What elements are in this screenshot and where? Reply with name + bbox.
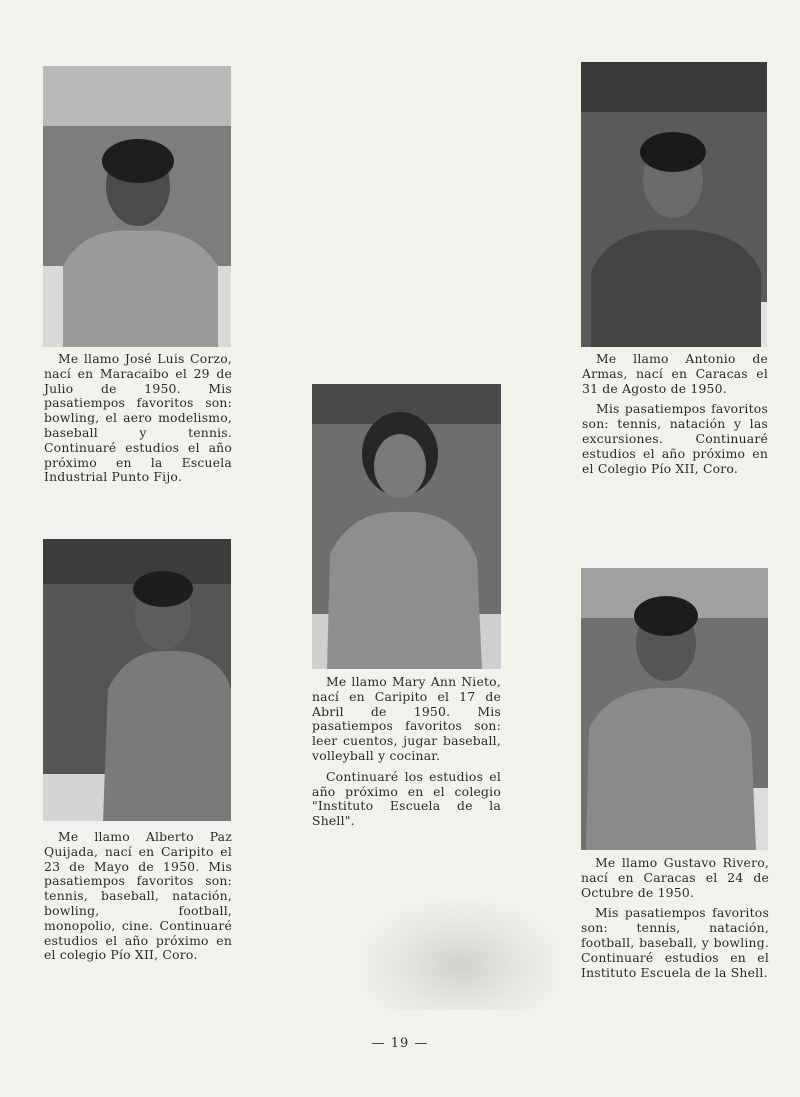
caption-paragraph: Me llamo José Luis Corzo, nací en Maracaibo el 29 de Julio de 1950. Mis pasatiempos favoritos son: bowling, el aero modelismo, baseball y tennis. Continuaré estudios el año próximo en la Escuela Industrial Punto Fijo. bbox=[44, 351, 232, 485]
caption-rivero bbox=[581, 856, 769, 986]
caption-nieto bbox=[312, 675, 501, 835]
caption-paragraph: Continuaré los estudios el año próximo en el colegio "Instituto Escuela de la Shell". bbox=[312, 768, 501, 829]
student-portrait-icon bbox=[581, 568, 768, 850]
student-portrait-icon bbox=[43, 539, 231, 821]
caption-paragraph: Mis pasatiempos favoritos son: tennis, natación y las excursiones. Continuaré estudios el año próximo en el Colegio Pío XII, Coro. bbox=[582, 401, 768, 476]
photo-rivero bbox=[581, 568, 768, 850]
caption-armas bbox=[582, 352, 768, 482]
caption-paragraph: Mis pasatiempos favoritos son: tennis, natación, football, baseball, y bowling. Continuaré estudios en el Instituto Escuela de la Shell. bbox=[581, 905, 769, 980]
caption-paragraph: Me llamo Mary Ann Nieto, nací en Caripito el 17 de Abril de 1950. Mis pasatiempos favoritos son: leer cuentos, jugar baseball, volleyball y cocinar. bbox=[312, 674, 501, 763]
student-portrait-icon bbox=[581, 62, 767, 347]
caption-paragraph: Me llamo Antonio de Armas, nací en Caracas el 31 de Agosto de 1950. bbox=[582, 351, 768, 396]
photo-quijada bbox=[43, 539, 231, 821]
caption-quijada bbox=[44, 830, 232, 969]
page-number: — 19 — bbox=[371, 1036, 429, 1051]
photo-corzo bbox=[43, 66, 231, 347]
page-stain bbox=[360, 900, 560, 1010]
caption-paragraph: Me llamo Gustavo Rivero, nací en Caracas el 24 de Octubre de 1950. bbox=[581, 855, 769, 900]
caption-corzo bbox=[44, 352, 232, 491]
photo-nieto bbox=[312, 384, 501, 669]
caption-paragraph: Me llamo Alberto Paz Quijada, nací en Caripito el 23 de Mayo de 1950. Mis pasatiempos favoritos son: tennis, baseball, natación, bowling, football, monopolio, cine. Continuaré estudios el año próximo en el colegio Pío XII, Coro. bbox=[44, 829, 232, 963]
student-portrait-icon bbox=[312, 384, 501, 669]
photo-armas bbox=[581, 62, 767, 347]
student-portrait-icon bbox=[43, 66, 231, 347]
